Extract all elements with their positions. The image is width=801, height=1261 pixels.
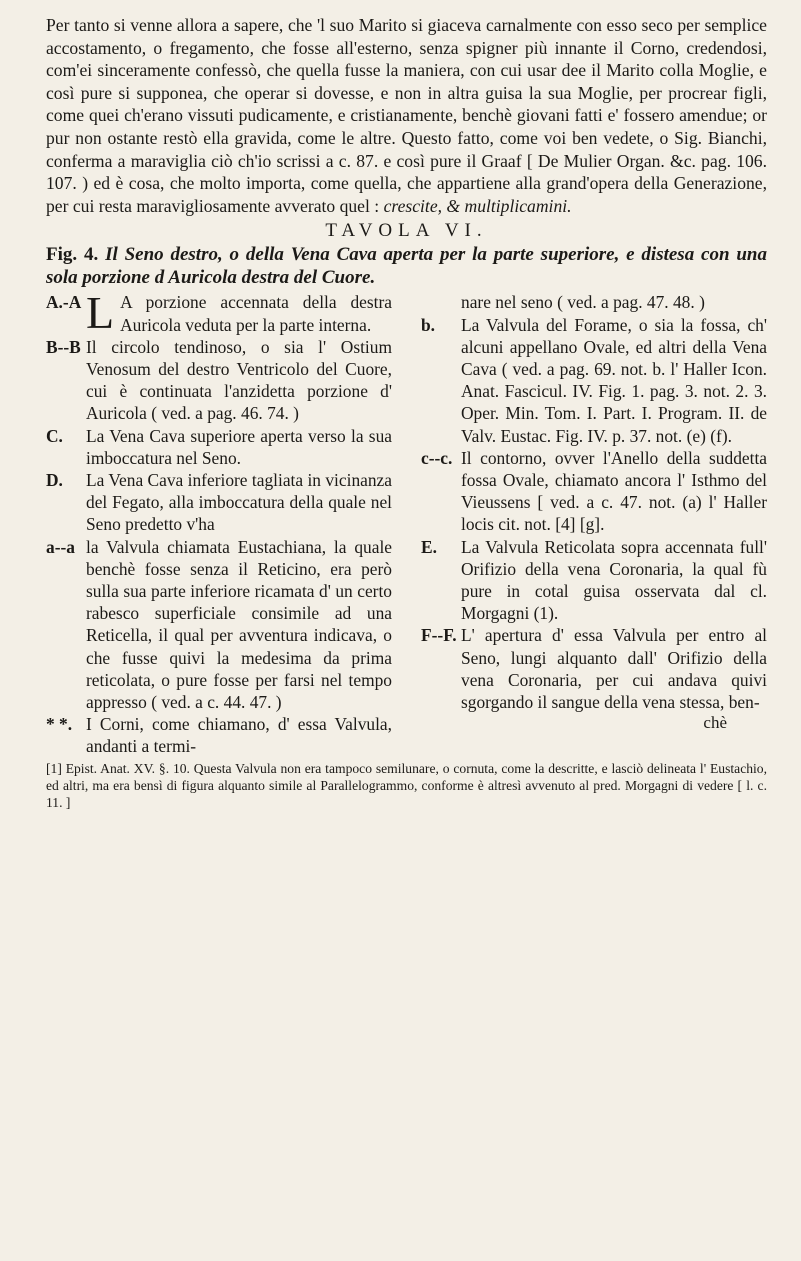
entry-label: E. bbox=[421, 536, 437, 557]
intro-quote: crescite, & multiplicamini. bbox=[383, 195, 572, 216]
legend-entry bbox=[421, 536, 767, 625]
figure-caption bbox=[46, 243, 767, 289]
legend-entry bbox=[46, 536, 392, 714]
legend-entry bbox=[421, 624, 767, 713]
intro-paragraph bbox=[46, 14, 767, 217]
legend-entry bbox=[46, 713, 392, 757]
entry-label: D. bbox=[46, 469, 63, 490]
entry-text: nare nel seno ( ved. a pag. 47. 48. ) bbox=[461, 292, 705, 313]
entry-text: Il contorno, ovver l'Anello della suddetta fossa Ovale, chiamato ancora l' Isthmo del Vieussens [ ved. a c. 47. not. (a) l' Haller locis cit. not. [4] [g]. bbox=[461, 447, 767, 535]
entry-body: A porzione accennata della destra Auricola veduta per la parte interna. bbox=[120, 292, 392, 335]
legend-entry bbox=[421, 314, 767, 447]
legend-entry bbox=[421, 291, 767, 313]
entry-label: a--a bbox=[46, 536, 75, 557]
entry-text: Il circolo tendinoso, o sia l' Ostium Venosum del destro Ventricolo del Cuore, cui è continuata l'anzidetta porzione d' Auricola ( ved. a pag. 46. 74. ) bbox=[86, 336, 392, 424]
entry-text: L' apertura d' essa Valvula per entro al Seno, lungi alquanto dall' Orifizio della vena Coronaria, per cui andava quivi sgorgando il sangue della vena stessa, ben- bbox=[461, 625, 767, 712]
entry-label: B--B bbox=[46, 336, 81, 357]
drop-cap: L bbox=[86, 287, 115, 339]
entry-text: La Vena Cava inferiore tagliata in vicinanza del Fegato, alla imboccatura della quale nel Seno predetto v'ha bbox=[86, 469, 392, 535]
legend-entry bbox=[46, 469, 392, 536]
entry-label bbox=[421, 291, 461, 313]
left-column bbox=[46, 287, 392, 757]
entry-label: c--c. bbox=[421, 447, 453, 468]
entry-label: F--F. bbox=[421, 625, 457, 646]
entry-text: la Valvula chiamata Eustachiana, la quale benchè fosse senza il Reticino, era però sulla sua parte inferiore ricamata d' un certo rabesco superficiale consimile ad una Reticella, il qual per avventura indicava, o che fusse quivi la medesima da prima reticolata, o pure fosse per farsi nel tempo appresso ( ved. a c. 44. 47. ) bbox=[86, 536, 392, 712]
legend-entry bbox=[46, 336, 392, 425]
entry-label: A.-A bbox=[46, 292, 82, 313]
legend-entry bbox=[421, 447, 767, 536]
entry-text bbox=[86, 287, 392, 339]
legend-columns bbox=[46, 287, 767, 757]
entry-label: C. bbox=[46, 425, 63, 446]
entry-text: I Corni, come chiamano, d' essa Valvula, andanti a termi- bbox=[86, 714, 392, 757]
plate-heading: TAVOLA VI. bbox=[325, 220, 488, 242]
entry-label: b. bbox=[421, 314, 436, 335]
entry-text: La Valvula Reticolata sopra accennata full' Orifizio della vena Coronaria, la qual fù pure in cotal guisa osservata dal cl. Morgagni (1). bbox=[461, 536, 767, 624]
figure-title: Il Seno destro, o della Vena Cava aperta per la parte superiore, e distesa con una sola porzione d Auricola destra del Cuore. bbox=[46, 244, 768, 289]
legend-entry bbox=[46, 425, 392, 469]
right-column bbox=[421, 291, 767, 757]
intro-text: Per tanto si venne allora a sapere, che 'l suo Marito si giaceva carnalmente con esso seco per semplice accostamento, o fregamento, che fosse all'esterno, senza spigner più innante il Corno, credendosi, com'ei sinceramente confessò, che quella fusse la maniera, con cui usar dee il Marito colla Moglie, e così pure si supponea, che operar si dovesse, e non in altra guisa la sua Moglie, per procrear figli, come quei ch'erano vissuti pudicamente, e cristianamente, benchè giovani fatti e' fossero amendue; or pur non ostante restò ella gravida, come le altre. Questo fatto, come voi ben vedete, o Sig. Bianchi, conferma a maraviglia ciò ch'io scrissi a c. 87. e così pure il Graaf [ De Mulier Organ. &c. pag. 106. 107. ) ed è cosa, che molto importa, come quella, che appartiene alla grand'opera della Generazione, per cui resta maravigliosamente avverato quel : bbox=[46, 15, 767, 216]
entry-text: La Valvula del Forame, o sia la fossa, ch' alcuni appellano Ovale, ed altri della Vena Cava ( ved. a pag. 69. not. b. l' Haller Icon. Anat. Fascicul. IV. Fig. 1. pag. 3. not. 2. 3. Oper. Min. Tom. I. Part. I. Program. II. de Valv. Eustac. Fig. IV. p. 37. not. (e) (f). bbox=[461, 314, 767, 446]
footnote: [1] Epist. Anat. XV. §. 10. Questa Valvula non era tampoco semilunare, o cornuta, come la descritte, e lasciò delineata l' Eustachio, ed altri, ma era bensì di figura alquanto simile al Parallelogrammo, conforme è altresì avvenuto al pred. Morgagni di vedere [ l. c. 11. ] bbox=[46, 760, 767, 810]
entry-label: * *. bbox=[46, 714, 73, 735]
catchword: chè bbox=[703, 713, 727, 733]
entry-text: La Vena Cava superiore aperta verso la sua imboccatura nel Seno. bbox=[86, 425, 392, 468]
legend-entry bbox=[46, 287, 392, 339]
figure-number: Fig. 4. bbox=[46, 244, 99, 266]
